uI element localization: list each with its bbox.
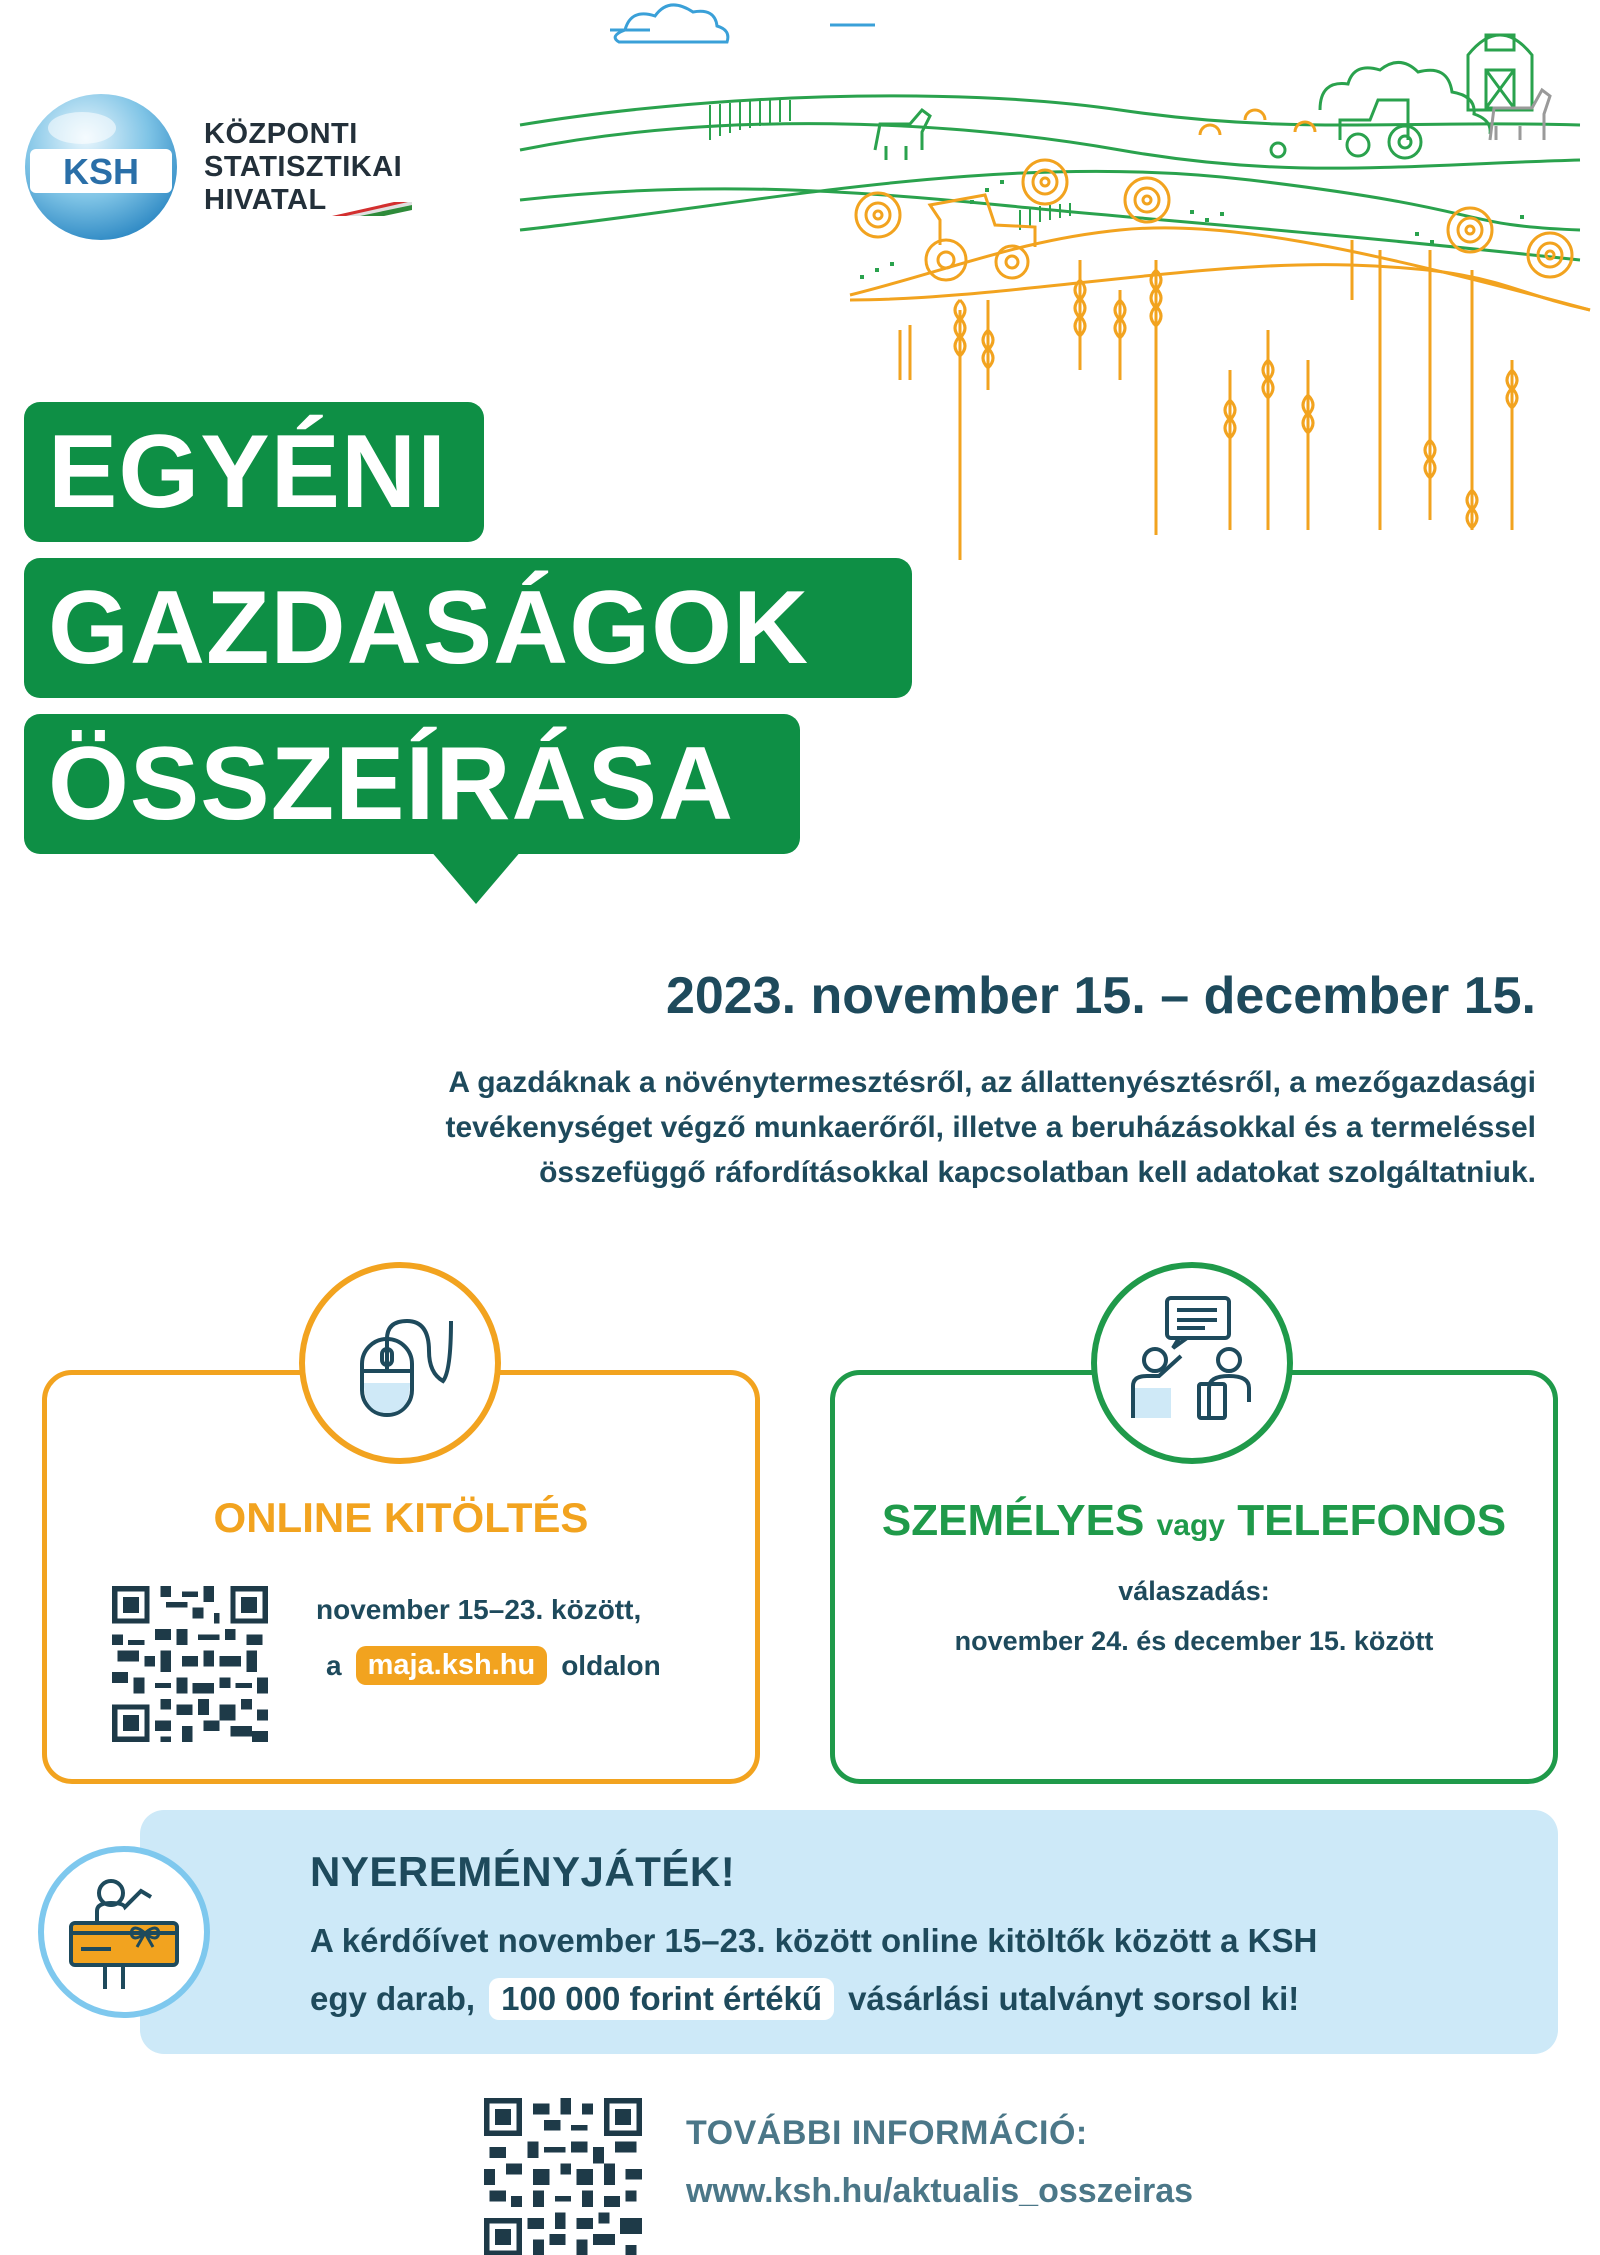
qr-code-online[interactable] <box>112 1586 268 1742</box>
logo-badge-text: KSH <box>62 151 140 192</box>
intro-line: tevékenységet végző munkaerőről, illetve a beruházásokkal és a termeléssel <box>445 1111 1536 1144</box>
qr-code-info[interactable] <box>484 2098 642 2255</box>
title-line: ÖSSZEÍRÁSA <box>24 714 800 854</box>
intro-line: összefüggő ráfordításokkal kapcsolatban kell adatokat szolgáltatniuk. <box>539 1156 1536 1189</box>
online-url-prefix: a <box>326 1649 342 1681</box>
cloud-icon <box>615 5 728 42</box>
raffle-title: NYEREMÉNYJÁTÉK! <box>310 1848 736 1895</box>
horse-icon <box>875 110 930 160</box>
barn-icon <box>1468 35 1532 110</box>
online-title: ONLINE KITÖLTÉS <box>213 1494 589 1541</box>
more-info-url[interactable]: www.ksh.hu/aktualis_osszeiras <box>686 2172 1194 2210</box>
raffle-prize-highlight: 100 000 forint értékű <box>489 1978 834 2020</box>
more-info-title: TOVÁBBI INFORMÁCIÓ: <box>686 2114 1088 2152</box>
personal-period: november 24. és december 15. között <box>954 1626 1434 1656</box>
online-url-suffix: oldalon <box>561 1649 661 1681</box>
personal-icon-circle <box>1091 1262 1293 1464</box>
raffle-prefix: egy darab, <box>310 1980 476 2017</box>
title-line: EGYÉNI <box>24 402 484 542</box>
online-url-line <box>326 1646 661 1685</box>
org-name-line: STATISZTIKAI <box>204 151 403 183</box>
online-icon-circle <box>299 1262 501 1464</box>
gift-card-icon <box>59 1867 189 1997</box>
intro-line: A gazdáknak a növénytermesztésről, az állattenyésztésről, a mezőgazdasági <box>448 1066 1536 1099</box>
personal-title-part1: SZEMÉLYES <box>881 1496 1145 1545</box>
raffle-text-line <box>310 1978 1299 2020</box>
personal-subtitle: válaszadás: <box>1118 1576 1270 1606</box>
title-line: GAZDASÁGOK <box>24 558 912 698</box>
speech-pointer <box>430 850 522 904</box>
mouse-icon <box>340 1303 460 1423</box>
intro-text <box>196 1060 1536 1195</box>
raffle-suffix: vásárlási utalványt sorsol ki! <box>848 1980 1300 2017</box>
ksh-logo-badge <box>22 92 180 242</box>
raffle-text-line: A kérdőívet november 15–23. között online kitöltők között a KSH <box>310 1922 1318 1959</box>
survey-dates: 2023. november 15. – december 15. <box>665 967 1536 1025</box>
org-name-line: HIVATAL <box>204 184 327 216</box>
personal-title-part2: vagy <box>1156 1509 1225 1542</box>
raffle-icon-circle <box>38 1846 210 2018</box>
horse-icon <box>1490 90 1550 140</box>
online-url-link[interactable]: maja.ksh.hu <box>356 1646 548 1685</box>
interview-icon <box>1117 1288 1267 1438</box>
online-period: november 15–23. között, <box>316 1594 642 1625</box>
tractor-icon <box>1340 100 1421 158</box>
personal-title <box>830 1496 1558 1546</box>
org-name-line: KÖZPONTI <box>204 118 358 150</box>
personal-title-part3: TELEFONOS <box>1237 1496 1507 1545</box>
flag-stripes-icon <box>332 202 412 216</box>
